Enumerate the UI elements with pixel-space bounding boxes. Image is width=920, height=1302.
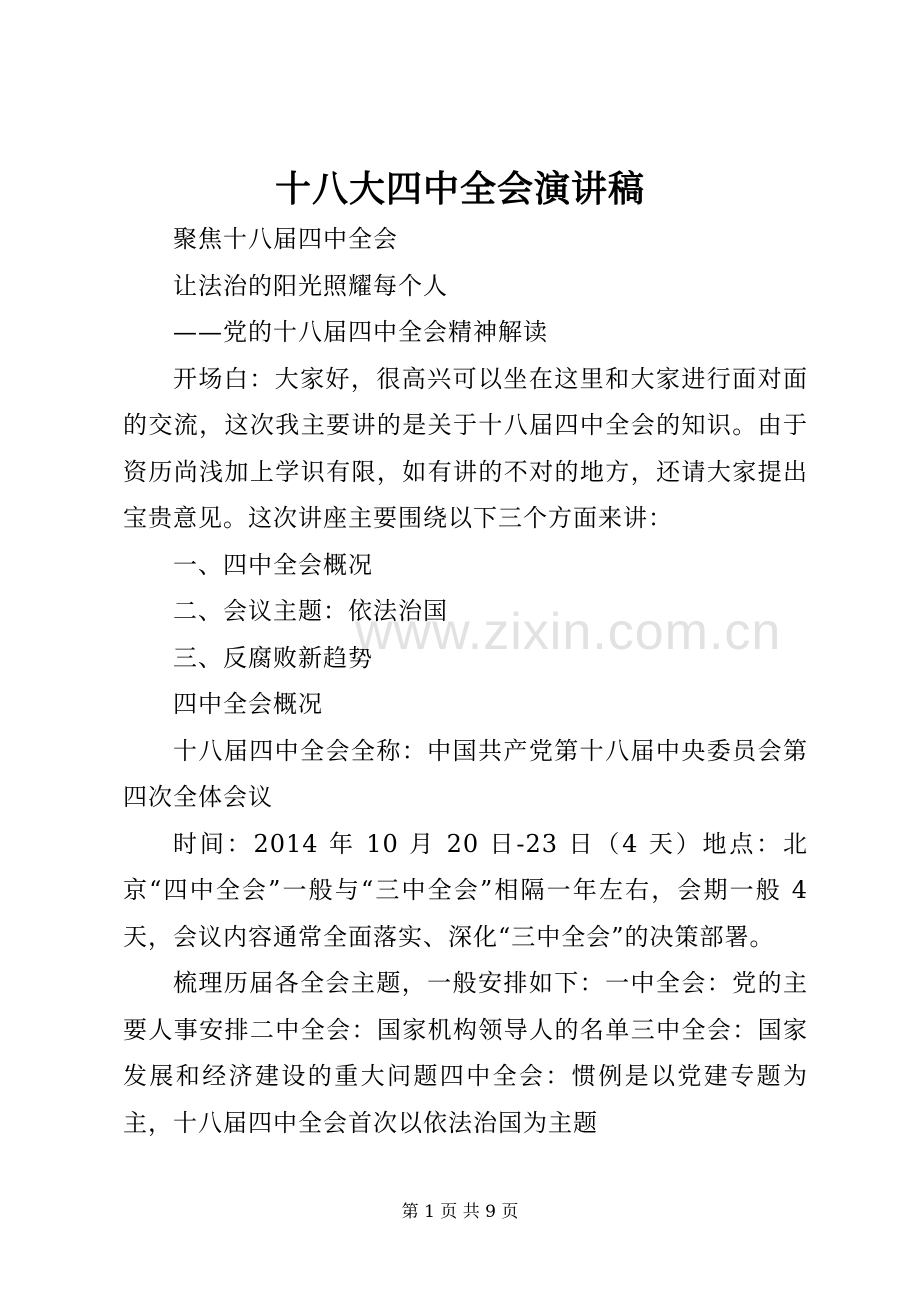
subtitle-line-2: 让法治的阳光照耀每个人 xyxy=(173,271,448,300)
opening-paragraph: 开场白：大家好，很高兴可以坐在这里和大家进行面对面的交流，这次我主要讲的是关于十八届四中全会的知识。由于资历尚浅加上学识有限，如有讲的不对的地方，还请大家提出宝贵意见。这次讲座主要围绕以下三个方面来讲： xyxy=(123,364,808,532)
page-footer: 第 1 页 共 9 页 xyxy=(401,1202,519,1222)
section-heading: 四中全会概况 xyxy=(173,690,323,718)
watermark: www.zixin.com.cn xyxy=(355,603,782,661)
document-title: 十八大四中全会演讲稿 xyxy=(274,168,645,210)
plenary-themes-paragraph: 梳理历届各全会主题，一般安排如下：一中全会：党的主要人事安排二中全会：国家机构领导人的名单三中全会：国家发展和经济建设的重大问题四中全会：惯例是以党建专题为主，十八届四中全会首次以依法治国为主题 xyxy=(123,969,808,1137)
subtitle-line-1: 聚焦十八届四中全会 xyxy=(173,225,398,253)
outline-item-3: 三、反腐败新趋势 xyxy=(173,643,373,672)
outline-item-1: 一、四中全会概况 xyxy=(173,550,373,579)
document-body xyxy=(123,216,808,1146)
subtitle-line-3: ——党的十八届四中全会精神解读 xyxy=(173,318,548,346)
outline-item-2: 二、会议主题：依法治国 xyxy=(173,597,448,625)
time-place-paragraph: 时间：2014 年 10 月 20 日-23 日（4 天）地点：北京“四中全会”一般与“三中全会”相隔一年左右，会期一般 4 天，会议内容通常全面落实、深化“三中全会”的决策部署。 xyxy=(123,829,808,951)
full-name-paragraph: 十八届四中全会全称：中国共产党第十八届中央委员会第四次全体会议 xyxy=(123,736,808,811)
